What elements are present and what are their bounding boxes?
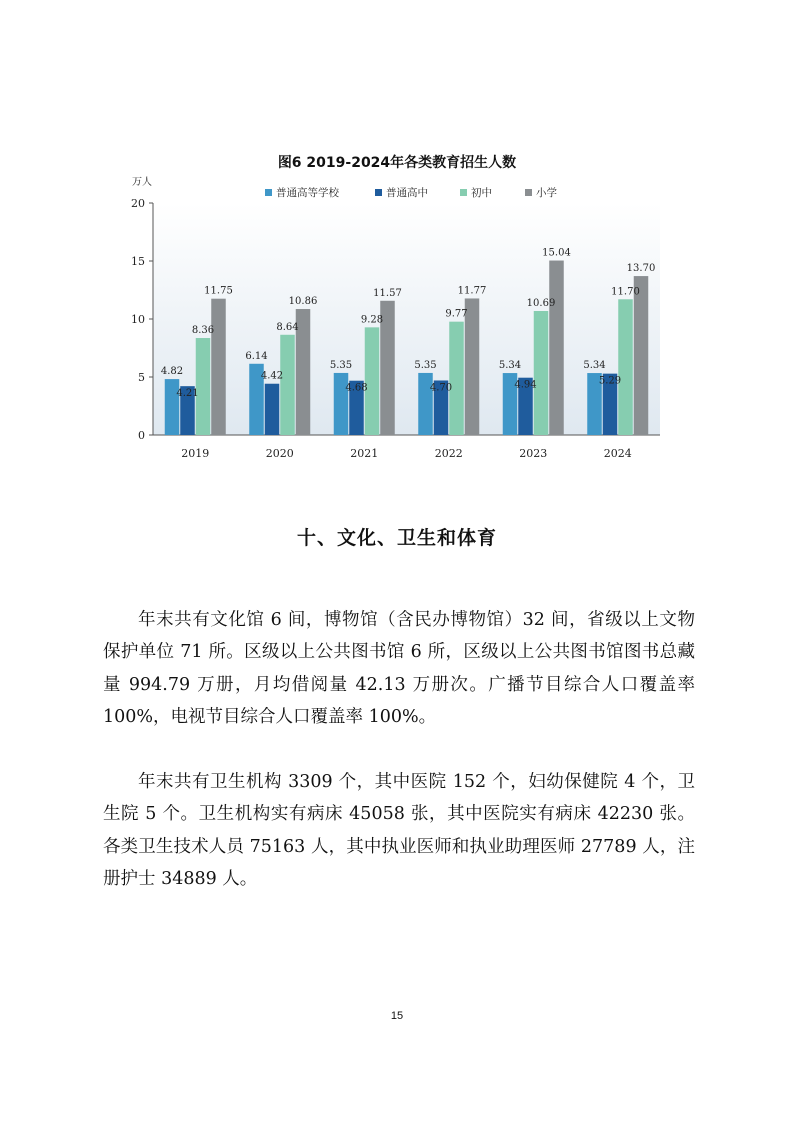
data-label: 5.34 <box>498 360 522 372</box>
data-label: 4.94 <box>514 379 537 391</box>
section-heading: 十、文化、卫生和体育 <box>296 527 497 549</box>
bar <box>449 322 464 435</box>
data-label: 11.75 <box>204 285 233 297</box>
bar <box>280 335 295 435</box>
enrollment-bar-chart <box>120 170 670 465</box>
data-label: 6.14 <box>245 350 268 362</box>
y-tick-label: 5 <box>138 371 145 384</box>
data-label: 9.28 <box>360 314 384 326</box>
data-label: 8.64 <box>276 321 299 333</box>
legend-swatch <box>375 189 382 196</box>
y-tick-label: 10 <box>131 313 145 326</box>
legend-label: 小学 <box>536 187 557 199</box>
bar <box>618 299 633 435</box>
bar <box>265 384 280 435</box>
data-label: 11.77 <box>457 285 487 297</box>
legend-label: 普通高中 <box>386 187 428 199</box>
bar <box>634 276 649 435</box>
legend-label: 普通高等学校 <box>276 187 339 199</box>
bar <box>365 327 380 435</box>
y-tick-label: 20 <box>131 197 145 210</box>
plot-area <box>153 203 660 435</box>
x-tick-label: 2021 <box>350 447 379 460</box>
y-tick-label: 0 <box>138 429 145 442</box>
bar <box>211 299 226 435</box>
data-label: 13.70 <box>626 263 656 275</box>
data-label: 5.34 <box>583 360 606 372</box>
legend-swatch <box>265 189 272 196</box>
data-label: 10.69 <box>526 297 556 309</box>
bar <box>534 311 549 435</box>
data-label: 4.68 <box>345 382 368 394</box>
data-label: 5.35 <box>329 359 353 371</box>
x-tick-label: 2019 <box>181 447 210 460</box>
data-label: 9.77 <box>445 308 468 320</box>
data-label: 4.82 <box>160 366 184 378</box>
x-tick-label: 2024 <box>603 447 632 460</box>
y-axis-label: 万人 <box>132 177 152 188</box>
paragraph-health: 年末共有卫生机构 3309 个，其中医院 152 个，妇幼保健院 4 个，卫生院 5 个。卫生机构实有病床 45058 张，其中医院实有病床 42230 张。各类卫生技术人员 75163 人，其中执业医师和执业助理医师 27789 人，注册护士 34889 人。 <box>103 772 695 890</box>
x-tick-label: 2020 <box>265 447 294 460</box>
x-tick-label: 2022 <box>434 447 463 460</box>
page-number: 15 <box>390 1010 404 1022</box>
y-tick-label: 15 <box>131 255 145 268</box>
data-label: 11.70 <box>611 286 640 298</box>
bar <box>196 338 211 435</box>
data-label: 11.57 <box>373 287 402 299</box>
x-tick-label: 2023 <box>519 447 548 460</box>
data-label: 4.42 <box>260 370 284 382</box>
data-label: 10.86 <box>288 296 318 308</box>
data-label: 5.29 <box>598 375 622 387</box>
chart-title: 图6 2019-2024年各类教育招生人数 <box>277 155 517 171</box>
paragraph-culture: 年末共有文化馆 6 间，博物馆（含民办博物馆）32 间，省级以上文物保护单位 71 所。区级以上公共图书馆 6 所，区级以上公共图书馆图书总藏量 994.79 万册，月均借阅量 42.13 万册次。广播节目综合人口覆盖率 100%，电视节目综合人口覆盖率 100%。 <box>103 610 695 728</box>
legend-swatch <box>460 189 467 196</box>
data-label: 4.70 <box>429 382 453 394</box>
data-label: 5.35 <box>414 359 437 371</box>
legend-label: 初中 <box>471 187 492 199</box>
data-label: 15.04 <box>542 247 571 259</box>
data-label: 8.36 <box>191 325 215 337</box>
data-label: 4.21 <box>176 388 199 400</box>
bar <box>549 261 564 435</box>
legend-swatch <box>525 189 532 196</box>
